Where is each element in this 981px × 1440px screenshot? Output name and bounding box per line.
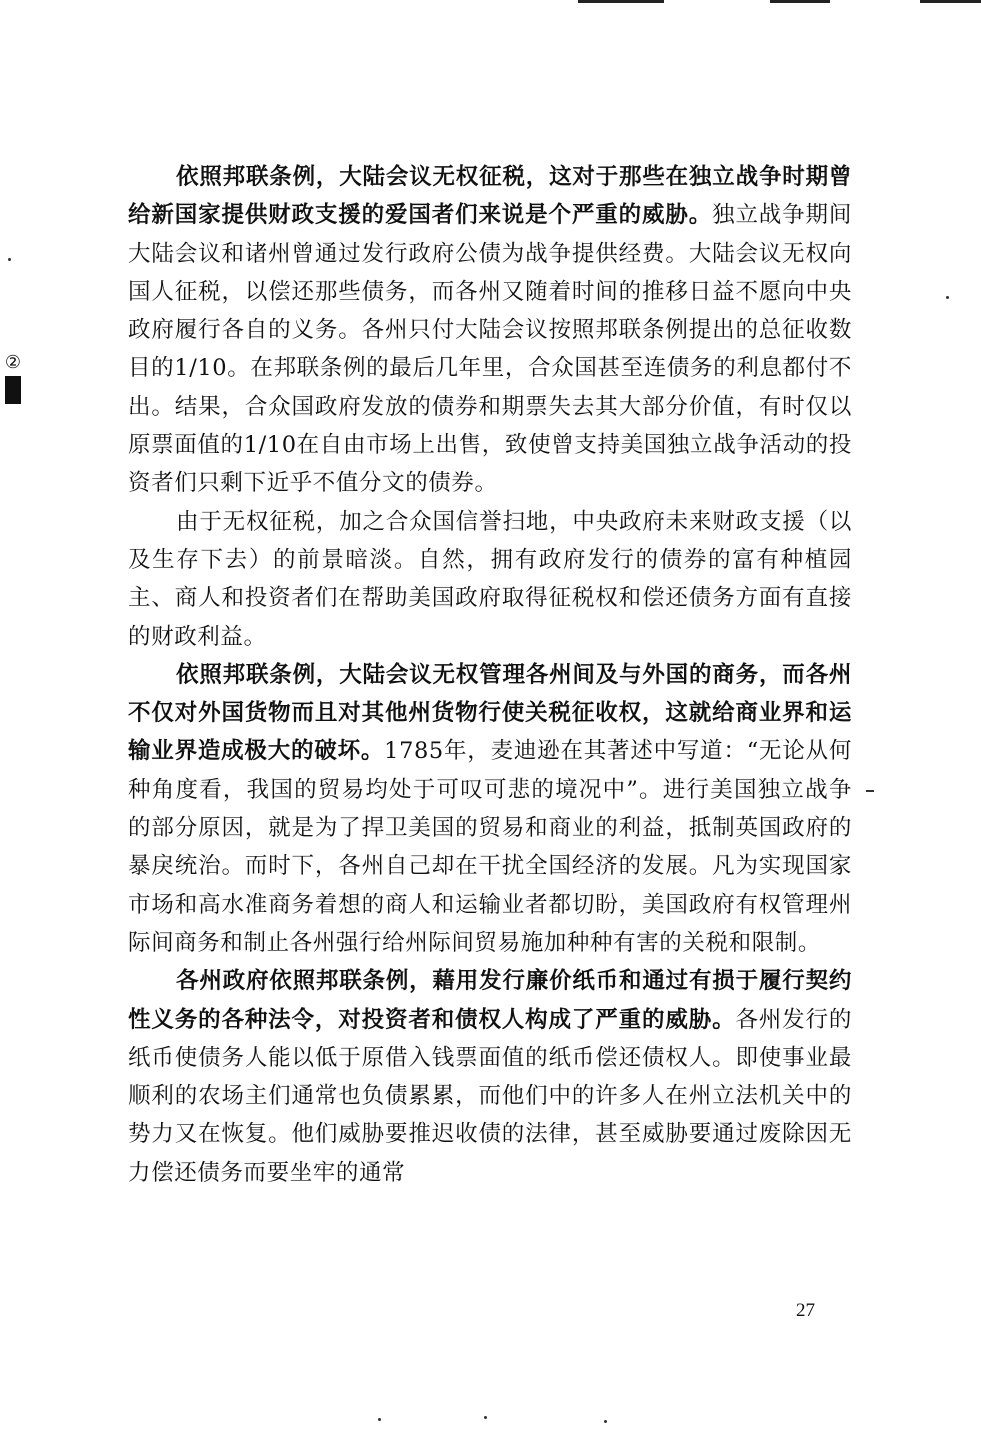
paragraph-3 — [128, 656, 852, 962]
paragraph-1 — [128, 158, 852, 503]
scan-edge-mark — [920, 0, 981, 3]
margin-note-label: ② — [4, 352, 22, 373]
scan-speck — [8, 258, 11, 261]
body-text — [128, 158, 852, 1192]
paragraph-3-bold: 依照邦联条例，大陆会议无权管理各州间及与外国的商务，而各州不仅对外国货物而且对其他州货物行使关税征收权，这就给商业界和运输业界造成极大的破坏。 — [128, 661, 852, 765]
scan-speck — [866, 790, 874, 792]
paragraph-3-text: 1785年，麦迪逊在其著述中写道：“无论从何种角度看，我国的贸易均处于可叹可悲的境况中”。进行美国独立战争的部分原因，就是为了捍卫美国的贸易和商业的利益，抵制英国政府的暴戾统治。而时下，各州自己却在干扰全国经济的发展。凡为实现国家市场和高水准商务着想的商人和运输业者都切盼，美国政府有权管理州际间商务和制止各州强行给州际间贸易施加种种有害的关税和限制。 — [128, 738, 853, 956]
paragraph-1-bold: 依照邦联条例，大陆会议无权征税，这对于那些在独立战争时期曾给新国家提供财政支援的爱国者们来说是个严重的威胁。 — [128, 164, 852, 229]
paragraph-4-text: 各州发行的纸币使债务人能以低于原借入钱票面值的纸币偿还债权人。即使事业最顺利的农场主们通常也负债累累，而他们中的许多人在州立法机关中的势力又在恢复。他们威胁要推迟收债的法律，甚至威胁要通过废除因无力偿还债务而要坐牢的通常 — [128, 1006, 852, 1186]
paragraph-2-text: 由于无权征税，加之合众国信誉扫地，中央政府未来财政支援（以及生存下去）的前景暗淡。自然，拥有政府发行的债券的富有种植园主、商人和投资者们在帮助美国政府取得征税权和偿还债务方面有直接的财政利益。 — [128, 508, 852, 650]
scan-edge-mark — [770, 0, 830, 3]
page-number: 27 — [796, 1300, 815, 1321]
paragraph-2 — [128, 503, 852, 656]
paragraph-1-text: 独立战争期间大陆会议和诸州曾通过发行政府公债为战争提供经费。大陆会议无权向国人征税，以偿还那些债务，而各州又随着时间的推移日益不愿向中央政府履行各自的义务。各州只付大陆会议按照邦联条例提出的总征收数目的1/10。在邦联条例的最后几年里，合众国甚至连债务的利息都付不出。结果，合众国政府发放的债券和期票失去其大部分价值，有时仅以原票面值的1/10在自由市场上出售，致使曾支持美国独立战争活动的投资者们只剩下近乎不值分文的债券。 — [128, 202, 852, 497]
margin-ink-mark — [5, 376, 21, 404]
scan-speck — [946, 296, 949, 299]
scan-edge-mark — [578, 0, 664, 3]
margin-note — [2, 352, 24, 404]
scan-speck — [378, 1418, 381, 1421]
scan-speck — [484, 1416, 487, 1419]
paragraph-4 — [128, 962, 852, 1192]
scan-speck — [604, 1420, 607, 1423]
paragraph-4-bold: 各州政府依照邦联条例，藉用发行廉价纸币和通过有损于履行契约性义务的各种法令，对投资者和债权人构成了严重的威胁。 — [128, 968, 852, 1033]
